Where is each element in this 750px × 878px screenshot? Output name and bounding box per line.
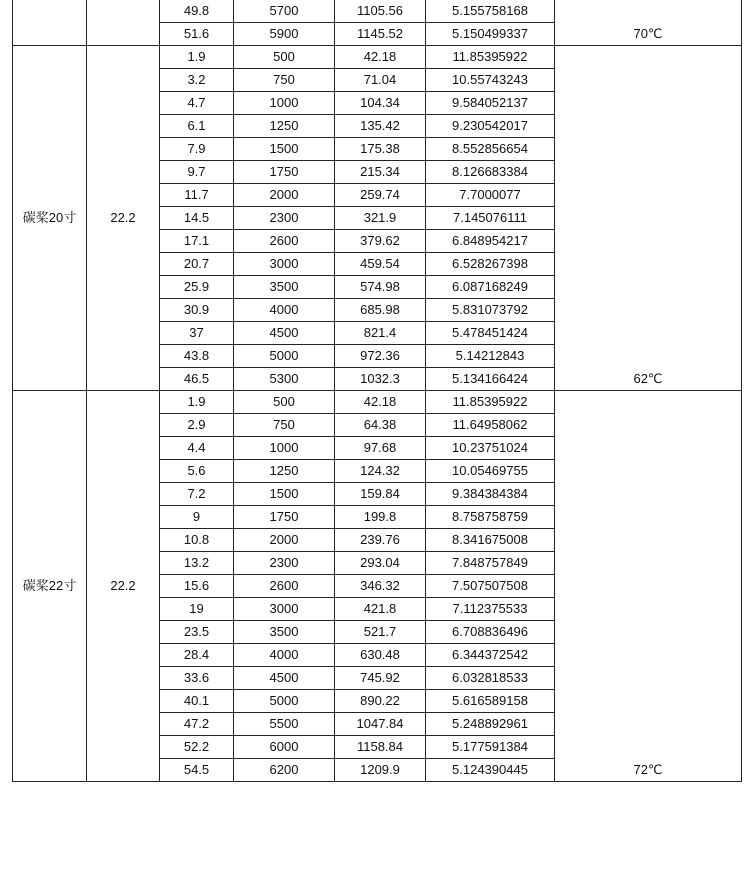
current-cell: 15.6: [160, 575, 234, 598]
efficiency-cell: 5.616589158: [426, 690, 555, 713]
current-cell: 7.9: [160, 138, 234, 161]
power-cell: 972.36: [335, 345, 426, 368]
efficiency-cell: 11.64958062: [426, 414, 555, 437]
power-cell: 521.7: [335, 621, 426, 644]
thrust-cell: 5000: [234, 345, 335, 368]
propeller-name-cell: [13, 0, 87, 46]
power-cell: 321.9: [335, 207, 426, 230]
efficiency-cell: 8.758758759: [426, 506, 555, 529]
thrust-cell: 1250: [234, 460, 335, 483]
voltage-cell: [87, 0, 160, 46]
power-cell: 890.22: [335, 690, 426, 713]
power-cell: 630.48: [335, 644, 426, 667]
thrust-cell: 3500: [234, 276, 335, 299]
power-cell: 1145.52: [335, 23, 426, 46]
thrust-cell: 1500: [234, 483, 335, 506]
power-cell: 1158.84: [335, 736, 426, 759]
thrust-cell: 1000: [234, 92, 335, 115]
thrust-cell: 5300: [234, 368, 335, 391]
thrust-cell: 1750: [234, 506, 335, 529]
current-cell: 54.5: [160, 759, 234, 782]
thrust-cell: 5500: [234, 713, 335, 736]
voltage-cell: 22.2: [87, 46, 160, 391]
power-cell: 124.32: [335, 460, 426, 483]
current-cell: 52.2: [160, 736, 234, 759]
power-cell: 1209.9: [335, 759, 426, 782]
efficiency-cell: 9.384384384: [426, 483, 555, 506]
thrust-cell: 1500: [234, 138, 335, 161]
efficiency-cell: 7.112375533: [426, 598, 555, 621]
efficiency-cell: 6.708836496: [426, 621, 555, 644]
efficiency-cell: 6.344372542: [426, 644, 555, 667]
power-cell: 97.68: [335, 437, 426, 460]
efficiency-cell: 6.087168249: [426, 276, 555, 299]
propeller-name-cell: 碳桨20寸: [13, 46, 87, 391]
thrust-cell: 2600: [234, 230, 335, 253]
efficiency-cell: 9.584052137: [426, 92, 555, 115]
efficiency-cell: 8.341675008: [426, 529, 555, 552]
thrust-cell: 4000: [234, 299, 335, 322]
thrust-cell: 2600: [234, 575, 335, 598]
efficiency-cell: 6.032818533: [426, 667, 555, 690]
power-cell: 239.76: [335, 529, 426, 552]
power-cell: 745.92: [335, 667, 426, 690]
temperature-cell: 62℃: [555, 46, 742, 391]
thrust-cell: 4000: [234, 644, 335, 667]
data-table: [12, 0, 742, 782]
efficiency-cell: 10.05469755: [426, 460, 555, 483]
thrust-cell: 3500: [234, 621, 335, 644]
efficiency-cell: 6.528267398: [426, 253, 555, 276]
current-cell: 37: [160, 322, 234, 345]
current-cell: 46.5: [160, 368, 234, 391]
thrust-cell: 5700: [234, 0, 335, 23]
power-cell: 104.34: [335, 92, 426, 115]
power-cell: 574.98: [335, 276, 426, 299]
current-cell: 5.6: [160, 460, 234, 483]
current-cell: 14.5: [160, 207, 234, 230]
current-cell: 1.9: [160, 391, 234, 414]
efficiency-cell: 11.85395922: [426, 46, 555, 69]
efficiency-cell: 7.507507508: [426, 575, 555, 598]
table-row: [13, 0, 742, 23]
current-cell: 3.2: [160, 69, 234, 92]
current-cell: 10.8: [160, 529, 234, 552]
current-cell: 11.7: [160, 184, 234, 207]
current-cell: 33.6: [160, 667, 234, 690]
efficiency-cell: 6.848954217: [426, 230, 555, 253]
thrust-cell: 2000: [234, 184, 335, 207]
thrust-cell: 1250: [234, 115, 335, 138]
efficiency-cell: 5.155758168: [426, 0, 555, 23]
power-cell: 821.4: [335, 322, 426, 345]
voltage-cell: 22.2: [87, 391, 160, 782]
efficiency-cell: 7.145076111: [426, 207, 555, 230]
power-cell: 1105.56: [335, 0, 426, 23]
thrust-cell: 3000: [234, 598, 335, 621]
thrust-cell: 2300: [234, 552, 335, 575]
power-cell: 199.8: [335, 506, 426, 529]
current-cell: 2.9: [160, 414, 234, 437]
propeller-name-cell: 碳桨22寸: [13, 391, 87, 782]
current-cell: 40.1: [160, 690, 234, 713]
current-cell: 19: [160, 598, 234, 621]
current-cell: 1.9: [160, 46, 234, 69]
table-row: [13, 391, 742, 414]
current-cell: 30.9: [160, 299, 234, 322]
current-cell: 25.9: [160, 276, 234, 299]
power-cell: 685.98: [335, 299, 426, 322]
thrust-cell: 6000: [234, 736, 335, 759]
power-cell: 175.38: [335, 138, 426, 161]
thrust-cell: 4500: [234, 667, 335, 690]
current-cell: 20.7: [160, 253, 234, 276]
power-cell: 135.42: [335, 115, 426, 138]
current-cell: 9: [160, 506, 234, 529]
power-cell: 1032.3: [335, 368, 426, 391]
current-cell: 17.1: [160, 230, 234, 253]
current-cell: 7.2: [160, 483, 234, 506]
thrust-cell: 750: [234, 69, 335, 92]
temperature-cell: 70℃: [555, 0, 742, 46]
efficiency-cell: 5.124390445: [426, 759, 555, 782]
power-cell: 459.54: [335, 253, 426, 276]
efficiency-cell: 7.848757849: [426, 552, 555, 575]
current-cell: 49.8: [160, 0, 234, 23]
power-cell: 421.8: [335, 598, 426, 621]
power-cell: 1047.84: [335, 713, 426, 736]
thrust-cell: 2000: [234, 529, 335, 552]
table-row: [13, 46, 742, 69]
efficiency-cell: 5.478451424: [426, 322, 555, 345]
thrust-cell: 5900: [234, 23, 335, 46]
current-cell: 6.1: [160, 115, 234, 138]
efficiency-cell: 10.55743243: [426, 69, 555, 92]
efficiency-cell: 10.23751024: [426, 437, 555, 460]
table-body: [13, 0, 742, 782]
efficiency-cell: 7.7000077: [426, 184, 555, 207]
efficiency-cell: 5.14212843: [426, 345, 555, 368]
power-cell: 64.38: [335, 414, 426, 437]
power-cell: 42.18: [335, 46, 426, 69]
power-cell: 159.84: [335, 483, 426, 506]
efficiency-cell: 5.150499337: [426, 23, 555, 46]
efficiency-cell: 8.126683384: [426, 161, 555, 184]
power-cell: 215.34: [335, 161, 426, 184]
current-cell: 43.8: [160, 345, 234, 368]
thrust-cell: 1750: [234, 161, 335, 184]
power-cell: 42.18: [335, 391, 426, 414]
thrust-cell: 500: [234, 46, 335, 69]
current-cell: 4.7: [160, 92, 234, 115]
efficiency-cell: 11.85395922: [426, 391, 555, 414]
thrust-cell: 6200: [234, 759, 335, 782]
thrust-cell: 5000: [234, 690, 335, 713]
power-cell: 259.74: [335, 184, 426, 207]
thrust-cell: 2300: [234, 207, 335, 230]
thrust-cell: 500: [234, 391, 335, 414]
efficiency-cell: 5.177591384: [426, 736, 555, 759]
power-cell: 71.04: [335, 69, 426, 92]
efficiency-cell: 5.134166424: [426, 368, 555, 391]
current-cell: 4.4: [160, 437, 234, 460]
efficiency-cell: 9.230542017: [426, 115, 555, 138]
current-cell: 9.7: [160, 161, 234, 184]
current-cell: 23.5: [160, 621, 234, 644]
power-cell: 293.04: [335, 552, 426, 575]
current-cell: 13.2: [160, 552, 234, 575]
power-cell: 379.62: [335, 230, 426, 253]
efficiency-cell: 8.552856654: [426, 138, 555, 161]
current-cell: 47.2: [160, 713, 234, 736]
thrust-cell: 750: [234, 414, 335, 437]
current-cell: 28.4: [160, 644, 234, 667]
thrust-cell: 3000: [234, 253, 335, 276]
power-cell: 346.32: [335, 575, 426, 598]
current-cell: 51.6: [160, 23, 234, 46]
efficiency-cell: 5.831073792: [426, 299, 555, 322]
thrust-cell: 4500: [234, 322, 335, 345]
thrust-cell: 1000: [234, 437, 335, 460]
temperature-cell: 72℃: [555, 391, 742, 782]
efficiency-cell: 5.248892961: [426, 713, 555, 736]
